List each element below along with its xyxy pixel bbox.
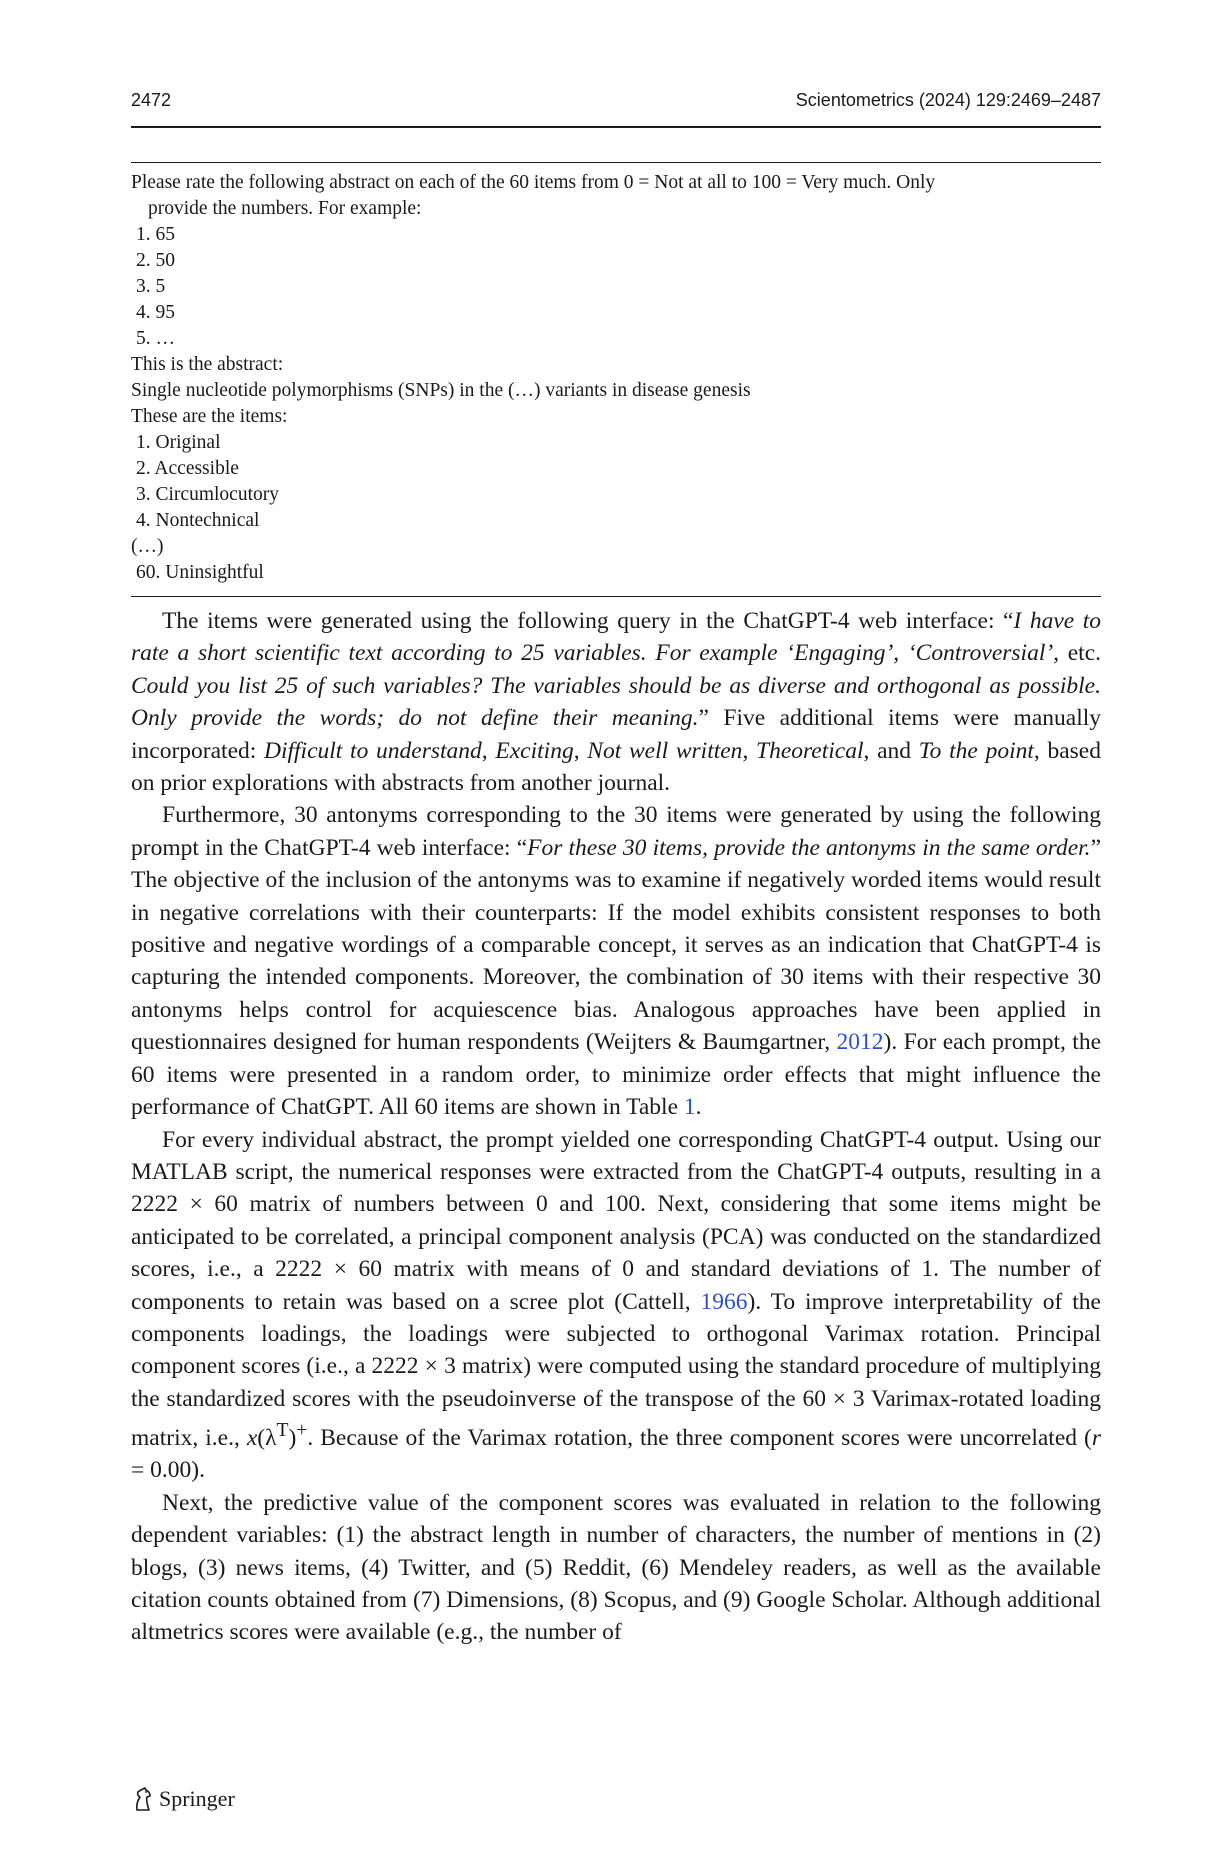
- item-entry-last: 60. Uninsightful: [136, 562, 264, 583]
- italic-run: I have to rate a short scientific text according to 25 variables. For example ‘Engaging’, ‘Controversial’,: [131, 608, 1101, 667]
- text-run: (λ: [257, 1424, 277, 1451]
- table-1-link[interactable]: 1: [683, 1094, 696, 1121]
- body-text: [131, 605, 1101, 1649]
- example-item: 1. 65: [136, 224, 175, 245]
- item-entry: 3. Circumlocutory: [136, 484, 279, 505]
- paragraph-3: [131, 1124, 1101, 1487]
- superscript: +: [296, 1420, 308, 1442]
- italic-run: r: [1091, 1424, 1101, 1451]
- paragraph-1: [131, 605, 1101, 799]
- example-item: 3. 5: [136, 276, 166, 297]
- text-run: ). To improve interpretability of the components loadings, the loadings were subjected to orthogonal Varimax rotation. Principal component scores (i.e., a 2222 × 3 matrix) were computed using the standard procedure of multiplying the standardized scores with the pseudoinverse of the transpose of the 60 × 3 Varimax-rotated loading matrix, i.e.,: [131, 1288, 1101, 1451]
- text-run: The items were generated using the following query in the ChatGPT-4 web interface: “: [162, 608, 1014, 634]
- page-number: 2472: [131, 90, 172, 110]
- italic-run: x: [246, 1424, 258, 1451]
- text-run: Next, the predictive value of the component scores was evaluated in relation to the following dependent variables: (1) the abstract length in number of characters, the number of mentions in (2) blogs, (3) news items, (4) Twitter, and (5) Reddit, (6) Mendeley readers, as well as the available citation counts obtained from (7) Dimensions, (8) Scopus, and (9) Google Scholar. Although additional altmetrics scores were available (e.g., the number of: [131, 1489, 1101, 1646]
- text-run: , and: [863, 737, 919, 764]
- text-run: etc.: [1059, 640, 1101, 667]
- item-entry: 1. Original: [136, 432, 221, 453]
- text-run: ,: [742, 737, 757, 764]
- italic-run: Theoretical: [756, 737, 864, 764]
- italic-run: Exciting: [495, 737, 574, 764]
- journal-citation: Scientometrics (2024) 129:2469–2487: [795, 90, 1101, 110]
- paragraph-2: [131, 799, 1101, 1123]
- citation-link-weijters-2012[interactable]: 2012: [836, 1029, 884, 1056]
- item-entry: 2. Accessible: [136, 458, 239, 479]
- text-run: Furthermore, 30 antonyms corresponding to the 30 items were generated by using the following prompt in the ChatGPT-4 web interface: “: [131, 802, 1101, 861]
- springer-horse-icon: [131, 1786, 153, 1812]
- text-run: ): [288, 1424, 297, 1451]
- text-run: . Because of the Varimax rotation, the three component scores were uncorrelated (: [307, 1424, 1092, 1451]
- superscript: T: [276, 1420, 289, 1442]
- abstract-label: This is the abstract:: [131, 354, 284, 375]
- italic-run: Not well written: [587, 737, 743, 764]
- italic-run: To the point: [918, 737, 1034, 764]
- text-run: ,: [573, 737, 588, 764]
- running-header: [131, 90, 1101, 120]
- text-run: = 0.00).: [131, 1457, 205, 1484]
- italic-run: Difficult to understand: [264, 737, 482, 764]
- paragraph-4: [131, 1487, 1101, 1649]
- example-item: 2. 50: [136, 250, 175, 271]
- example-item: 5. …: [136, 328, 175, 349]
- prompt-box: [131, 170, 1101, 586]
- prompt-intro-line1: Please rate the following abstract on each of the 60 items from 0 = Not at all to 100 = Very much. Only: [131, 172, 936, 193]
- page-footer: [131, 1782, 235, 1816]
- abstract-text: Single nucleotide polymorphisms (SNPs) in the (…) variants in disease genesis: [131, 380, 751, 401]
- text-run: ” Five additional items were manually incorporated:: [131, 705, 1101, 764]
- items-ellipsis: (…): [131, 536, 164, 557]
- prompt-box-bottom-rule: [131, 596, 1101, 597]
- item-entry: 4. Nontechnical: [136, 510, 260, 531]
- prompt-intro-line2: provide the numbers. For example:: [148, 198, 422, 219]
- italic-run: Could you list 25 of such variables? The variables should be as diverse and orthogonal as possible. Only provide the words; do not define their meaning.: [131, 672, 1101, 732]
- items-label: These are the items:: [131, 406, 288, 427]
- publisher-name: Springer: [159, 1786, 235, 1811]
- text-run: ). For each prompt, the 60 items were presented in a random order, to minimize order effects that might influence the performance of ChatGPT. All 60 items are shown in Table: [131, 1029, 1102, 1121]
- text-run: ,: [481, 737, 496, 764]
- prompt-box-top-rule: [131, 162, 1101, 163]
- example-item: 4. 95: [136, 302, 175, 323]
- citation-link-cattell-1966[interactable]: 1966: [700, 1288, 748, 1315]
- text-run: For every individual abstract, the prompt yielded one corresponding ChatGPT-4 output. Using our MATLAB script, the numerical responses were extracted from the ChatGPT-4 outputs, resulting in a 2222 × 60 matrix of numbers between 0 and 100. Next, considering that some items might be anticipated to be correlated, a principal component analysis (PCA) was conducted on the standardized scores, i.e., a 2222 × 60 matrix with means of 0 and standard deviations of 1. The number of components to retain was based on a scree plot (Cattell,: [131, 1126, 1101, 1315]
- header-rule: [131, 126, 1101, 128]
- italic-run: For these 30 items, provide the antonyms in the same order.: [527, 834, 1091, 861]
- text-run: ” The objective of the inclusion of the antonyms was to examine if negatively worded items would result in negative correlations with their counterparts: If the model exhibits consistent responses to both positive and negative wordings of a comparable concept, it serves as an indication that ChatGPT-4 is capturing the intended components. Moreover, the combination of 30 items with their respective 30 antonyms helps control for acquiescence bias. Analogous approaches have been applied in questionnaires designed for human respondents (Weijters & Baumgartner,: [131, 834, 1101, 1056]
- text-run: , based on prior explorations with abstracts from another journal.: [131, 737, 1101, 797]
- text-run: .: [695, 1094, 702, 1121]
